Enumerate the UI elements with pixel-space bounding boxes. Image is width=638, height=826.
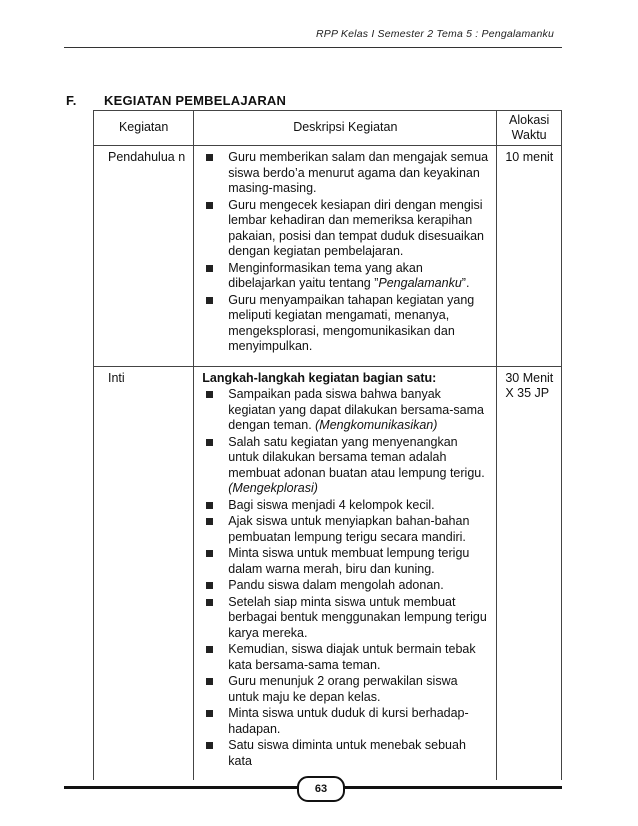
- list-item: [202, 435, 488, 497]
- bullet-list: [202, 150, 488, 355]
- bullet-square-icon: [206, 646, 213, 653]
- list-item: [202, 546, 488, 577]
- table-row-pendahuluan: [94, 146, 562, 367]
- list-item: [202, 150, 488, 197]
- bullet-square-icon: [206, 391, 213, 398]
- list-item: [202, 387, 488, 434]
- bullet-square-icon: [206, 297, 213, 304]
- list-item-tag: (Mengekplorasi): [228, 481, 318, 495]
- header-alokasi-line2: Waktu: [511, 128, 547, 142]
- list-item-text: Minta siswa untuk membuat lempung terigu dalam warna merah, biru dan kuning.: [228, 546, 470, 576]
- list-item-text: Menginformasikan tema yang akan dibelajarkan yaitu tentang ”: [228, 260, 423, 290]
- bullet-list: [202, 387, 488, 769]
- learning-activities-table: [93, 110, 562, 780]
- list-item: [202, 498, 488, 514]
- bullet-square-icon: [206, 582, 213, 589]
- activity-name: Inti: [94, 366, 194, 780]
- footer-rule-left: [64, 786, 298, 789]
- bullet-square-icon: [206, 502, 213, 509]
- page-number: 63: [314, 783, 328, 795]
- activity-description: [194, 146, 497, 367]
- steps-title: Langkah-langkah kegiatan bagian satu:: [202, 370, 437, 385]
- bullet-square-icon: [206, 678, 213, 685]
- list-item: [202, 738, 488, 769]
- theme-name-italic: Pengalamanku: [378, 276, 462, 290]
- list-item: [202, 198, 488, 260]
- list-item: [202, 595, 488, 642]
- table-header-row: [94, 111, 562, 146]
- header-alokasi-line1: Alokasi: [509, 112, 550, 127]
- running-header: RPP Kelas I Semester 2 Tema 5 : Pengalamanku: [316, 28, 554, 40]
- list-item-text: Setelah siap minta siswa untuk membuat berbagai bentuk menggunakan lempung terigu karya mereka.: [228, 594, 487, 640]
- section-heading: [66, 93, 286, 108]
- list-item: [202, 642, 488, 673]
- time-allocation: [497, 366, 562, 780]
- bullet-square-icon: [206, 742, 213, 749]
- list-item-text: Bagi siswa menjadi 4 kelompok kecil.: [228, 497, 435, 512]
- list-item-text-end: ”.: [461, 276, 470, 290]
- list-item-text: Guru memberikan salam dan mengajak semua siswa berdo’a menurut agama dan keyakinan masing-masing.: [228, 150, 489, 195]
- bullet-square-icon: [206, 518, 213, 525]
- footer-rule-right: [340, 786, 562, 789]
- section-title: KEGIATAN PEMBELAJARAN: [104, 93, 287, 108]
- list-item-text: Ajak siswa untuk menyiapkan bahan-bahan pembuatan lempung terigu secara mandiri.: [228, 514, 470, 544]
- list-item-text: Kemudian, siswa diajak untuk bermain tebak kata bersama-sama teman.: [228, 642, 476, 672]
- list-item-text: Guru menyampaikan tahapan kegiatan yang meliputi kegiatan mengamati, menanya, mengeksplorasi, mengomunikasikan dan menyimpulkan.: [228, 292, 475, 353]
- page-number-badge: [297, 776, 345, 802]
- list-item-text: Pandu siswa dalam mengolah adonan.: [228, 578, 444, 592]
- bullet-square-icon: [206, 710, 213, 717]
- list-item-text: Guru mengecek kesiapan diri dengan mengisi lembar kehadiran dan memeriksa kerapihan pakaian, posisi dan tempat duduk disesuaikan dengan kegiatan pembelajaran.: [228, 197, 484, 258]
- bullet-square-icon: [206, 265, 213, 272]
- list-item-tag: (Mengkomunikasikan): [315, 418, 438, 432]
- time-allocation-line2: X 35 JP: [505, 386, 550, 400]
- list-item: [202, 578, 488, 594]
- list-item: [202, 293, 488, 355]
- list-item: [202, 514, 488, 545]
- list-item-text: Minta siswa untuk duduk di kursi berhadap-hadapan.: [228, 706, 469, 736]
- bullet-square-icon: [206, 202, 213, 209]
- bullet-square-icon: [206, 154, 213, 161]
- time-allocation-line1: 30 Menit: [505, 370, 554, 385]
- bullet-square-icon: [206, 599, 213, 606]
- bullet-square-icon: [206, 550, 213, 557]
- activity-description: [194, 366, 497, 780]
- header-deskripsi: Deskripsi Kegiatan: [194, 111, 497, 146]
- list-item-text: Salah satu kegiatan yang menyenangkan untuk dilakukan bersama teman adalah membuat adonan buatan atau lempung terigu.: [228, 434, 485, 480]
- list-item-text: Sampaikan pada siswa bahwa banyak kegiatan yang dapat dilakukan bersama-sama dengan teman.: [228, 387, 484, 432]
- list-item-text: Satu siswa diminta untuk menebak sebuah kata: [228, 738, 466, 768]
- header-kegiatan: Kegiatan: [94, 111, 194, 146]
- time-allocation: 10 menit: [497, 146, 562, 367]
- list-item: [202, 706, 488, 737]
- list-item-text: Guru menunjuk 2 orang perwakilan siswa untuk maju ke depan kelas.: [228, 674, 458, 704]
- list-item: [202, 674, 488, 705]
- bullet-square-icon: [206, 439, 213, 446]
- table-row-inti: [94, 366, 562, 780]
- header-alokasi: [497, 111, 562, 146]
- section-letter: F.: [66, 93, 77, 108]
- header-divider: [64, 47, 562, 48]
- activity-name: Pendahulua n: [94, 146, 194, 367]
- list-item: [202, 261, 488, 292]
